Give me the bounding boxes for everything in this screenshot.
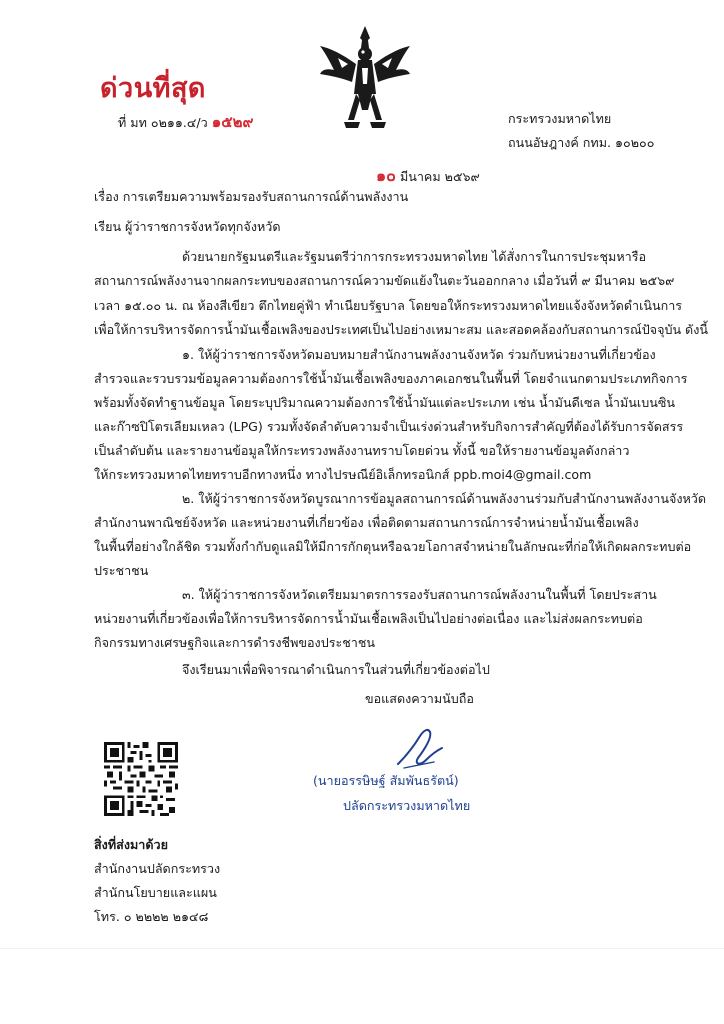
signature-icon: [394, 724, 446, 772]
body-line: สำรวจและรวบรวมข้อมูลความต้องการใช้น้ำมันเชื้อเพลิงของภาคเอกชนในพื้นที่ โดยจำแนกตามประเภทกิจการ: [94, 371, 688, 386]
enclosure-label: สิ่งที่ส่งมาด้วย: [94, 837, 168, 852]
valediction: ขอแสดงความนับถือ: [365, 691, 474, 706]
document-number: [118, 110, 254, 134]
footer-office: สำนักงานปลัดกระทรวง: [94, 861, 221, 876]
date-day-stamp: ๑๐: [376, 166, 396, 185]
document-number-stamp: ๑๕๒๙: [211, 113, 254, 131]
body-line: กิจกรรมทางเศรษฐกิจและการดำรงชีพของประชาชน: [94, 635, 375, 650]
signatory-name: (นายอรรษิษฐ์ สัมพันธรัตน์): [313, 773, 459, 788]
body-line: สถานการณ์พลังงานจากผลกระทบของสถานการณ์ความขัดแย้งในตะวันออกกลาง เมื่อวันที่ ๙ มีนาคม ๒๕๖๙: [94, 273, 675, 288]
body-line: เพื่อให้การบริหารจัดการน้ำมันเชื้อเพลิงของประเทศเป็นไปอย่างเหมาะสม และสอดคล้องกับสถานการณ์ปัจจุบัน ดังนี้: [94, 322, 708, 337]
urgency-heading: ด่วนที่สุด: [100, 73, 206, 104]
body-line: เวลา ๑๕.๐๐ น. ณ ห้องสีเขียว ตึกไทยคู่ฟ้า ทำเนียบรัฐบาล โดยขอให้กระทรวงมหาดไทยแจ้งจังหวัดดำเนินการ: [94, 298, 683, 313]
subject-line: เรื่อง การเตรียมความพร้อมรองรับสถานการณ์ด้านพลังงาน: [94, 189, 409, 204]
document-date: [376, 164, 480, 189]
body-line: ประชาชน: [94, 563, 149, 578]
page-divider: [0, 948, 724, 949]
qr-code-icon: [104, 742, 178, 816]
document-number-prefix: ที่ มท ๐๒๑๑.๔/ว: [118, 115, 208, 130]
footer-division: สำนักนโยบายและแผน: [94, 885, 217, 900]
date-month-year: มีนาคม ๒๕๖๙: [399, 169, 480, 184]
body-line: ให้กระทรวงมหาดไทยทราบอีกทางหนึ่ง ทางไปรษณีย์อิเล็กทรอนิกส์ ppb.moi4@gmail.com: [94, 467, 592, 482]
garuda-emblem-icon: [318, 24, 412, 134]
body-line: ๑. ให้ผู้ว่าราชการจังหวัดมอบหมายสำนักงานพลังงานจังหวัด ร่วมกับหน่วยงานที่เกี่ยวข้อง: [182, 347, 656, 362]
signatory-title: ปลัดกระทรวงมหาดไทย: [343, 798, 471, 813]
closing-line: จึงเรียนมาเพื่อพิจารณาดำเนินการในส่วนที่เกี่ยวข้องต่อไป: [182, 662, 490, 677]
body-line: ด้วยนายกรัฐมนตรีและรัฐมนตรีว่าการกระทรวงมหาดไทย ได้สั่งการในการประชุมหารือ: [182, 249, 647, 264]
body-line: ๒. ให้ผู้ว่าราชการจังหวัดบูรณาการข้อมูลสถานการณ์ด้านพลังงานร่วมกับสำนักงานพลังงานจังหวัด: [182, 491, 707, 506]
ministry-address: ถนนอัษฎางค์ กทม. ๑๐๒๐๐: [508, 135, 655, 150]
body-line: พร้อมทั้งจัดทำฐานข้อมูล โดยระบุปริมาณความต้องการใช้น้ำมันแต่ละประเภท เช่น น้ำมันดีเซล น้ำมันเบนซิน: [94, 395, 675, 410]
body-line: เป็นลำดับต้น และรายงานข้อมูลให้กระทรวงพลังงานทราบโดยด่วน ทั้งนี้ ขอให้รายงานข้อมูลดังกล่าว: [94, 443, 630, 458]
body-line: ๓. ให้ผู้ว่าราชการจังหวัดเตรียมมาตรการรองรับสถานการณ์พลังงานในพื้นที่ โดยประสาน: [182, 587, 657, 602]
body-line: และก๊าซปิโตรเลียมเหลว (LPG) รวมทั้งจัดลำดับความจำเป็นเร่งด่วนสำหรับกิจการสำคัญที่ต้องได้รับการจัดสรร: [94, 419, 684, 434]
body-line: สำนักงานพาณิชย์จังหวัด และหน่วยงานที่เกี่ยวข้อง เพื่อติดตามสถานการณ์การจำหน่ายน้ำมันเชื้อเพลิง: [94, 515, 639, 530]
addressee-line: เรียน ผู้ว่าราชการจังหวัดทุกจังหวัด: [94, 219, 281, 234]
ministry-name: กระทรวงมหาดไทย: [508, 111, 612, 126]
footer-phone: โทร. ๐ ๒๒๒๒ ๒๑๔๘: [94, 909, 209, 924]
body-line: ในพื้นที่อย่างใกล้ชิด รวมทั้งกำกับดูแลมิให้มีการกักตุนหรือฉวยโอกาสจำหน่ายในลักษณะที่ก่อให้เกิดผลกระทบต่อ: [94, 539, 692, 554]
body-line: หน่วยงานที่เกี่ยวข้องเพื่อให้การบริหารจัดการน้ำมันเชื้อเพลิงเป็นไปอย่างต่อเนื่อง และไม่ส่งผลกระทบต่อ: [94, 611, 643, 626]
